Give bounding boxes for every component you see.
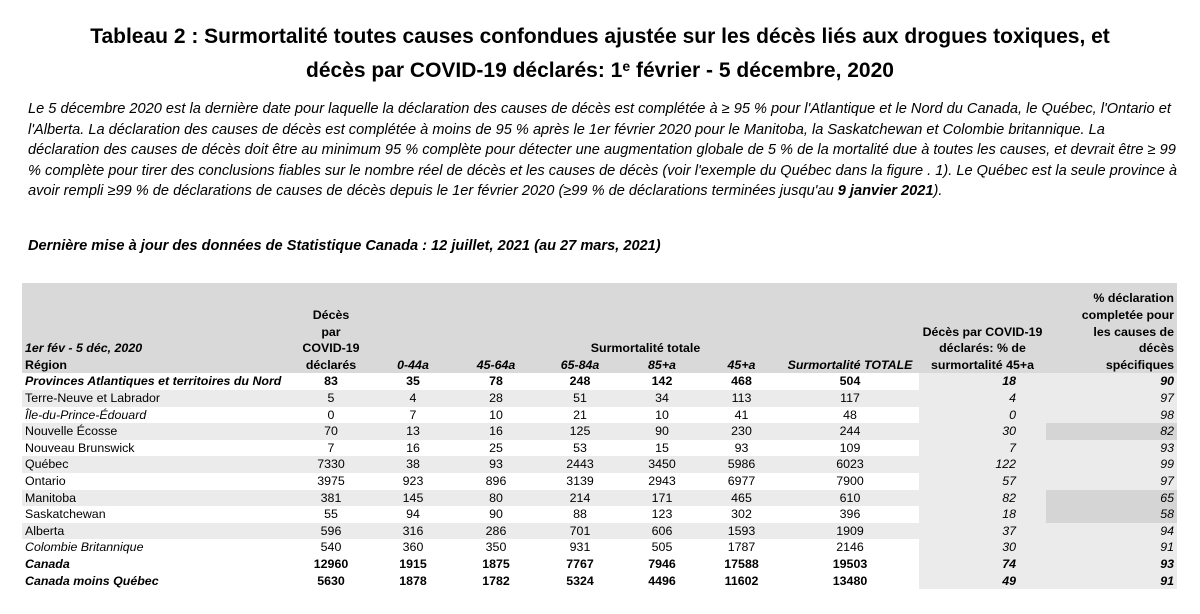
- a85-cell: 15: [622, 440, 702, 457]
- a0_44-cell: 13: [372, 423, 454, 440]
- a0_44-cell: 1915: [372, 556, 454, 573]
- a0_44-cell: 4: [372, 390, 454, 407]
- covidpct-cell: 74: [919, 556, 1046, 573]
- a45_64-cell: 350: [454, 539, 538, 556]
- a85-cell: 123: [622, 506, 702, 523]
- covidpct-header-3: surmortalité 45+a: [919, 357, 1046, 374]
- covidpct-cell: 37: [919, 523, 1046, 540]
- region-cell: Québec: [22, 456, 290, 473]
- total-cell: 2146: [781, 539, 919, 556]
- region-cell: Île-du-Prince-Édouard: [22, 407, 290, 424]
- covid-cell: 596: [290, 523, 372, 540]
- header-row-1: [22, 283, 1177, 307]
- a85-cell: 2943: [622, 473, 702, 490]
- covidpct-cell: 7: [919, 440, 1046, 457]
- a65_84-cell: 931: [538, 539, 622, 556]
- total-cell: 1909: [781, 523, 919, 540]
- covid-cell: 7: [290, 440, 372, 457]
- total-header: Surmortalité TOTALE: [781, 357, 919, 374]
- a45_64-cell: 16: [454, 423, 538, 440]
- covidpct-header-2: déclarés: % de: [919, 340, 1046, 357]
- decl-cell: 94: [1046, 523, 1177, 540]
- age-header-45-64: 45-64a: [454, 357, 538, 374]
- covid-cell: 381: [290, 490, 372, 507]
- header-row-3: [22, 324, 1177, 341]
- a85-cell: 505: [622, 539, 702, 556]
- a65_84-cell: 214: [538, 490, 622, 507]
- a0_44-cell: 35: [372, 373, 454, 390]
- decl-cell: 91: [1046, 539, 1177, 556]
- a65_84-cell: 5324: [538, 573, 622, 590]
- covid-cell: 70: [290, 423, 372, 440]
- age-header-65-84: 65-84a: [538, 357, 622, 374]
- total-cell: 48: [781, 407, 919, 424]
- covid-cell: 83: [290, 373, 372, 390]
- table-row: [22, 523, 1177, 540]
- covid-header-2: par: [290, 324, 372, 341]
- region-cell: Saskatchewan: [22, 506, 290, 523]
- a45_64-cell: 80: [454, 490, 538, 507]
- surmortalite-header: Surmortalité totale: [372, 340, 919, 357]
- a85-cell: 142: [622, 373, 702, 390]
- a85-cell: 171: [622, 490, 702, 507]
- a65_84-cell: 701: [538, 523, 622, 540]
- title-line-2-post: février - 5 décembre, 2020: [630, 59, 894, 82]
- age-header-85plus: 85+a: [622, 357, 702, 374]
- last-update-line: Dernière mise à jour des données de Statistique Canada : 12 juillet, 2021 (au 27 mars, 2021): [28, 238, 661, 254]
- decl-cell: 90: [1046, 373, 1177, 390]
- covid-cell: 12960: [290, 556, 372, 573]
- header-row-4: [22, 340, 1177, 357]
- a45p-cell: 468: [702, 373, 781, 390]
- a45p-cell: 5986: [702, 456, 781, 473]
- a0_44-cell: 94: [372, 506, 454, 523]
- title-line-2-pre: décès par COVID-19 déclarés: 1: [306, 59, 623, 82]
- region-cell: Ontario: [22, 473, 290, 490]
- a45_64-cell: 28: [454, 390, 538, 407]
- a45p-cell: 113: [702, 390, 781, 407]
- a65_84-cell: 7767: [538, 556, 622, 573]
- a65_84-cell: 51: [538, 390, 622, 407]
- decl-header-3: les causes de: [1046, 324, 1177, 341]
- decl-cell: 82: [1046, 423, 1177, 440]
- a45_64-cell: 78: [454, 373, 538, 390]
- region-cell: Manitoba: [22, 490, 290, 507]
- a45p-cell: 1593: [702, 523, 781, 540]
- a45_64-cell: 90: [454, 506, 538, 523]
- mortality-table: [22, 283, 1177, 589]
- decl-header-2: completée pour: [1046, 307, 1177, 324]
- a0_44-cell: 316: [372, 523, 454, 540]
- total-cell: 6023: [781, 456, 919, 473]
- total-cell: 109: [781, 440, 919, 457]
- a0_44-cell: 38: [372, 456, 454, 473]
- region-cell: Colombie Britannique: [22, 539, 290, 556]
- covid-cell: 540: [290, 539, 372, 556]
- a45_64-cell: 286: [454, 523, 538, 540]
- a45p-cell: 302: [702, 506, 781, 523]
- a45_64-cell: 896: [454, 473, 538, 490]
- table-title: [0, 20, 1200, 89]
- covidpct-cell: 18: [919, 506, 1046, 523]
- total-cell: 13480: [781, 573, 919, 590]
- a85-cell: 90: [622, 423, 702, 440]
- a85-cell: 4496: [622, 573, 702, 590]
- region-label: Région: [22, 357, 290, 374]
- table-row: [22, 506, 1177, 523]
- covid-header-4: déclarés: [290, 357, 372, 374]
- period-label: 1er fév - 5 déc, 2020: [22, 340, 290, 357]
- a85-cell: 34: [622, 390, 702, 407]
- a0_44-cell: 145: [372, 490, 454, 507]
- total-cell: 396: [781, 506, 919, 523]
- a45_64-cell: 93: [454, 456, 538, 473]
- covidpct-cell: 122: [919, 456, 1046, 473]
- covid-cell: 7330: [290, 456, 372, 473]
- a65_84-cell: 125: [538, 423, 622, 440]
- a65_84-cell: 248: [538, 373, 622, 390]
- covidpct-cell: 0: [919, 407, 1046, 424]
- a45_64-cell: 10: [454, 407, 538, 424]
- covid-cell: 5630: [290, 573, 372, 590]
- covidpct-cell: 30: [919, 423, 1046, 440]
- covid-cell: 0: [290, 407, 372, 424]
- intro-text: Le 5 décembre 2020 est la dernière date pour laquelle la déclaration des causes de décès est complétée à ≥ 95 % pour l'Atlantique et le Nord du Canada, le Québec, l'Ontario et l'Alberta. La déclaration des causes de décès est complétée à moins de 95 % après le 1er février 2020 pour le Manitoba, la Saskatchewan et Colombie britannique. La déclaration des causes de décès doit être au minimum 95 % complète pour détecter une augmentation globale de 5 % de la mortalité due à toutes les causes, et devrait être ≥ 99 % complète pour tirer des conclusions fiables sur le nombre réel de décès et les causes de décès (voir l'exemple du Québec dans la figure . 1). Le Québec est la seule province à avoir rempli ≥99 % de déclarations de causes de décès depuis le 1er février 2020 (≥99 % de déclarations terminées jusqu'au: [28, 101, 1178, 200]
- total-cell: 504: [781, 373, 919, 390]
- age-header-0-44: 0-44a: [372, 357, 454, 374]
- region-cell: Provinces Atlantiques et territoires du Nord: [22, 373, 290, 390]
- table-row: [22, 440, 1177, 457]
- table-row: [22, 539, 1177, 556]
- covidpct-cell: 49: [919, 573, 1046, 590]
- decl-cell: 98: [1046, 407, 1177, 424]
- decl-cell: 99: [1046, 456, 1177, 473]
- covid-cell: 5: [290, 390, 372, 407]
- title-line-1: Tableau 2 : Surmortalité toutes causes confondues ajustée sur les décès liés aux drogues toxiques, et: [90, 25, 1110, 48]
- decl-cell: 97: [1046, 390, 1177, 407]
- a65_84-cell: 21: [538, 407, 622, 424]
- table-row: [22, 390, 1177, 407]
- a65_84-cell: 53: [538, 440, 622, 457]
- total-cell: 19503: [781, 556, 919, 573]
- intro-end: ).: [933, 183, 943, 200]
- a45_64-cell: 1782: [454, 573, 538, 590]
- a85-cell: 10: [622, 407, 702, 424]
- covid-header-3: COVID-19: [290, 340, 372, 357]
- table-row: [22, 456, 1177, 473]
- a45p-cell: 11602: [702, 573, 781, 590]
- covid-cell: 3975: [290, 473, 372, 490]
- a85-cell: 7946: [622, 556, 702, 573]
- a45_64-cell: 1875: [454, 556, 538, 573]
- decl-cell: 91: [1046, 573, 1177, 590]
- table-row: [22, 490, 1177, 507]
- covidpct-cell: 57: [919, 473, 1046, 490]
- header-row-5: [22, 357, 1177, 374]
- a65_84-cell: 88: [538, 506, 622, 523]
- decl-cell: 93: [1046, 556, 1177, 573]
- a65_84-cell: 3139: [538, 473, 622, 490]
- a0_44-cell: 1878: [372, 573, 454, 590]
- total-cell: 244: [781, 423, 919, 440]
- covidpct-cell: 82: [919, 490, 1046, 507]
- intro-paragraph: [28, 99, 1178, 202]
- region-cell: Nouveau Brunswick: [22, 440, 290, 457]
- a0_44-cell: 16: [372, 440, 454, 457]
- table-row: [22, 423, 1177, 440]
- decl-header-1: % déclaration: [1046, 283, 1177, 307]
- decl-header-4: décès: [1046, 340, 1177, 357]
- decl-cell: 93: [1046, 440, 1177, 457]
- a85-cell: 606: [622, 523, 702, 540]
- table-row: [22, 573, 1177, 590]
- region-cell: Terre-Neuve et Labrador: [22, 390, 290, 407]
- decl-header-5: spécifiques: [1046, 357, 1177, 374]
- table-row: [22, 407, 1177, 424]
- age-header-45plus: 45+a: [702, 357, 781, 374]
- a45p-cell: 93: [702, 440, 781, 457]
- region-cell: Canada moins Québec: [22, 573, 290, 590]
- a45p-cell: 17588: [702, 556, 781, 573]
- total-cell: 117: [781, 390, 919, 407]
- region-cell: Alberta: [22, 523, 290, 540]
- covid-cell: 55: [290, 506, 372, 523]
- total-cell: 7900: [781, 473, 919, 490]
- region-cell: Canada: [22, 556, 290, 573]
- covidpct-header-1: Décès par COVID-19: [919, 324, 1046, 341]
- a0_44-cell: 923: [372, 473, 454, 490]
- decl-cell: 65: [1046, 490, 1177, 507]
- total-cell: 610: [781, 490, 919, 507]
- covidpct-cell: 18: [919, 373, 1046, 390]
- header-row-2: [22, 307, 1177, 324]
- region-cell: Nouvelle Écosse: [22, 423, 290, 440]
- covid-header-1: Décès: [290, 307, 372, 324]
- title-line-2: [0, 54, 1200, 89]
- a85-cell: 3450: [622, 456, 702, 473]
- covidpct-cell: 30: [919, 539, 1046, 556]
- table-row: [22, 473, 1177, 490]
- table-row: [22, 373, 1177, 390]
- table-row: [22, 556, 1177, 573]
- a45_64-cell: 25: [454, 440, 538, 457]
- title-superscript: e: [622, 58, 631, 74]
- a0_44-cell: 360: [372, 539, 454, 556]
- a45p-cell: 41: [702, 407, 781, 424]
- decl-cell: 97: [1046, 473, 1177, 490]
- decl-cell: 58: [1046, 506, 1177, 523]
- a45p-cell: 465: [702, 490, 781, 507]
- a0_44-cell: 7: [372, 407, 454, 424]
- a45p-cell: 6977: [702, 473, 781, 490]
- a45p-cell: 230: [702, 423, 781, 440]
- intro-bold-date: 9 janvier 2021: [837, 183, 934, 200]
- a45p-cell: 1787: [702, 539, 781, 556]
- covidpct-cell: 4: [919, 390, 1046, 407]
- a65_84-cell: 2443: [538, 456, 622, 473]
